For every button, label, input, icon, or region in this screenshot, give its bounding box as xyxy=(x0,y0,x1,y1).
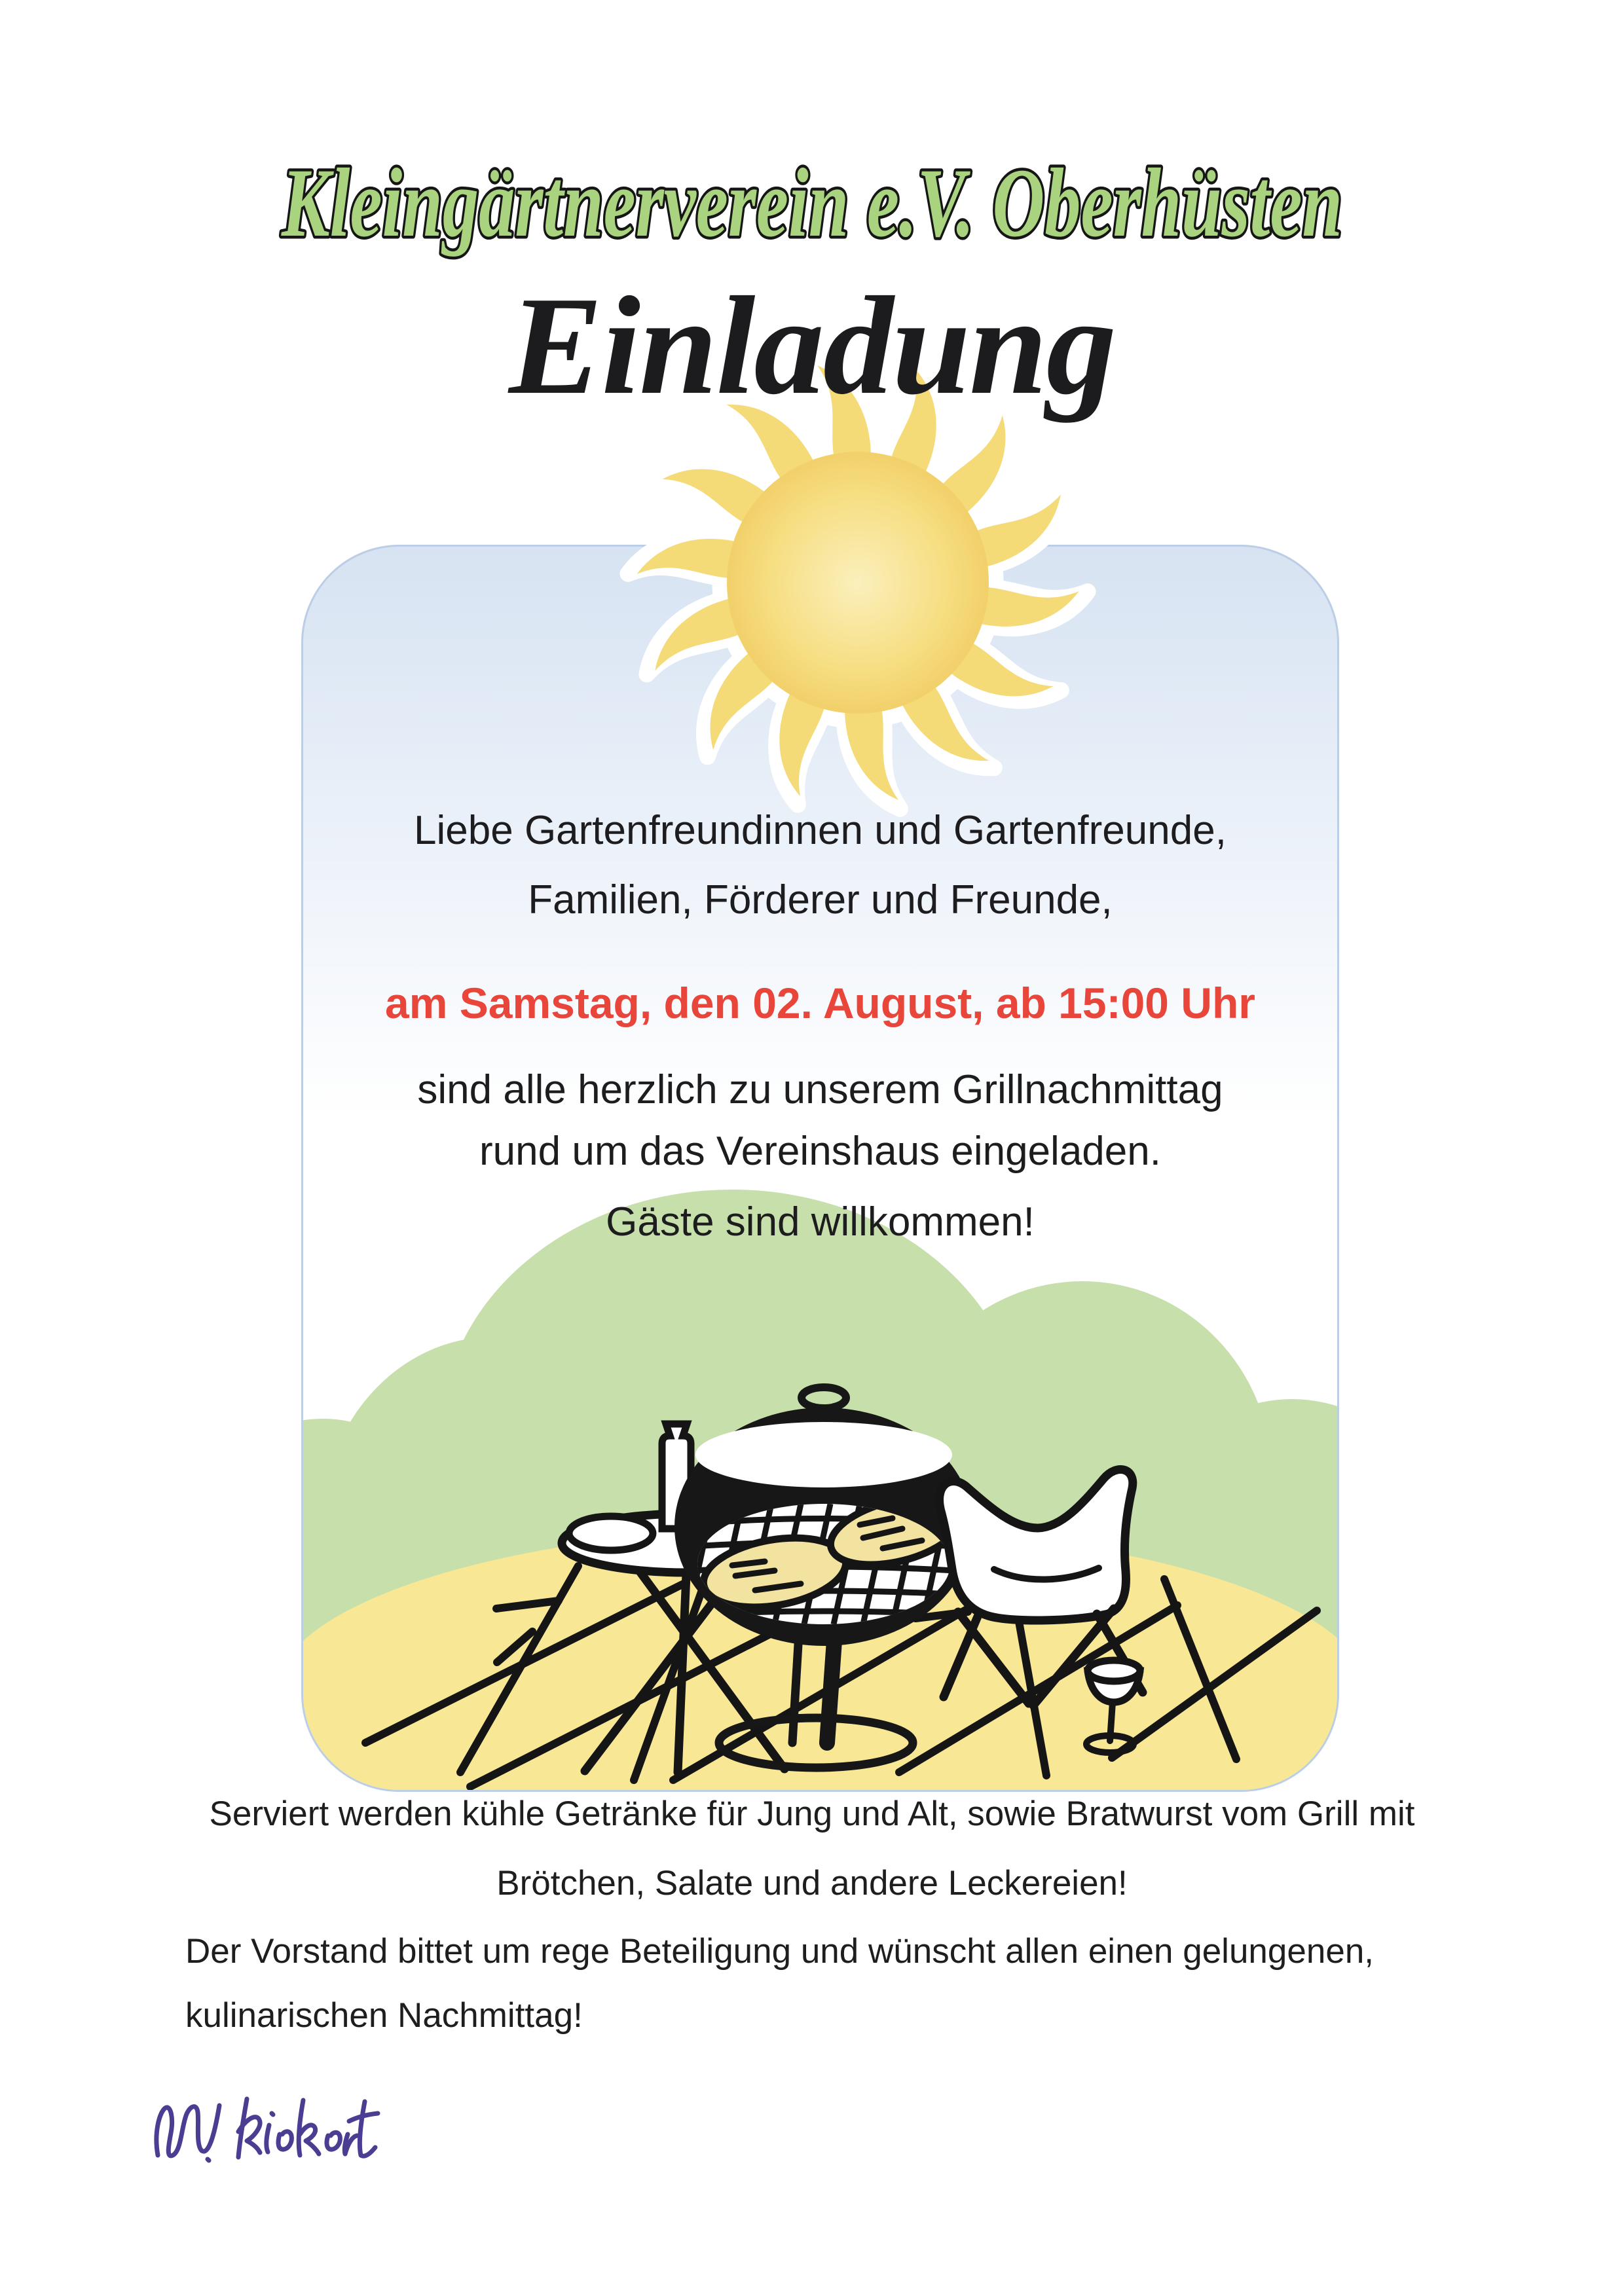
body-line-2: rund um das Vereinshaus eingeladen. xyxy=(479,1129,1161,1174)
serving-line-1: Serviert werden kühle Getränke für Jung und Alt, sowie Bratwurst vom Grill mit xyxy=(209,1795,1415,1833)
club-name-heading xyxy=(0,121,1624,285)
body-line-1: sind alle herzlich zu unserem Grillnachmittag xyxy=(417,1067,1223,1112)
serving-paragraph xyxy=(0,1795,1624,1903)
guests-line: Gäste sind willkommen! xyxy=(606,1199,1035,1245)
serving-line-2: Brötchen, Salate und andere Leckereien! xyxy=(496,1864,1128,1903)
club-name-text: Kleingärtnerverein e.V. Oberhüsten xyxy=(280,149,1342,257)
closing-line-2: kulinarischen Nachmittag! xyxy=(185,1996,583,2035)
closing-paragraph xyxy=(185,1933,1495,2035)
bowl-icon xyxy=(569,1516,653,1550)
picnic-illustration xyxy=(303,1150,1339,1790)
page-title: Einladung xyxy=(508,267,1116,424)
signature-handwriting xyxy=(147,2082,383,2180)
greeting-line-2: Familien, Förderer und Freunde, xyxy=(528,877,1113,922)
greeting-line-1: Liebe Gartenfreundinnen und Gartenfreunde, xyxy=(414,808,1227,853)
closing-line-1: Der Vorstand bittet um rege Beteiligung und wünscht allen einen gelungenen, xyxy=(185,1932,1375,1971)
date-line: am Samstag, den 02. August, ab 15:00 Uhr xyxy=(385,979,1255,1027)
